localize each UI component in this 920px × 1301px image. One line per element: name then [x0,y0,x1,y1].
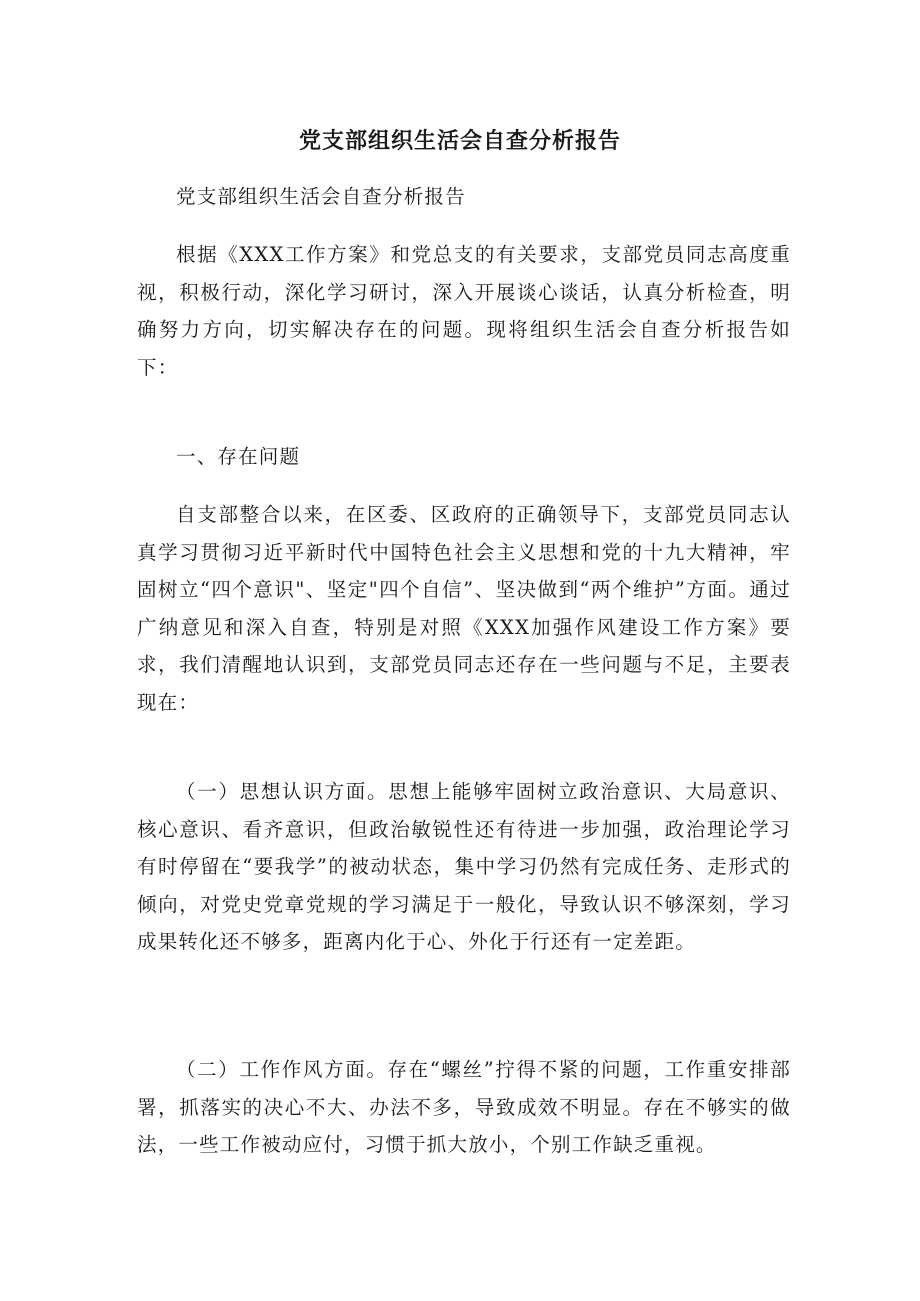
intro-paragraph: 根据《XXX工作方案》和党总支的有关要求，支部党员同志高度重视，积极行动，深化学习研讨，深入开展谈心谈话，认真分析检查，明确努力方向，切实解决存在的问题。现将组织生活会自查分析报告如下： [137,243,791,379]
item-ideological-awareness: （一）思想认识方面。思想上能够牢固树立政治意识、大局意识、核心意识、看齐意识，但政治敏锐性还有待进一步加强，政治理论学习有时停留在“要我学”的被动状态，集中学习仍然有完成任务、走形式的倾向，对党史党章党规的学习满足于一般化，导致认识不够深刻，学习成果转化还不够多，距离内化于心、外化于行还有一定差距。 [137,780,791,953]
item-work-style: （二）工作作风方面。存在“螺丝”拧得不紧的问题，工作重安排部署，抓落实的决心不大、办法不多，导致成效不明显。存在不够实的做法，一些工作被动应付，习惯于抓大放小，个别工作缺乏重视。 [137,1058,791,1156]
section-body-problems: 自支部整合以来，在区委、区政府的正确领导下，支部党员同志认真学习贯彻习近平新时代中国特色社会主义思想和党的十九大精神，牢固树立“四个意识"、坚定"四个自信”、坚决做到“两个维护”方面。通过广纳意见和深入自查，特别是对照《XXX加强作风建设工作方案》要求，我们清醒地认识到，支部党员同志还存在一些问题与不足，主要表现在： [137,503,791,714]
document-subtitle: 党支部组织生活会自查分析报告 [176,185,466,208]
document-title: 党支部组织生活会自查分析报告 [298,129,621,154]
section-heading-problems: 一、存在问题 [176,445,301,468]
